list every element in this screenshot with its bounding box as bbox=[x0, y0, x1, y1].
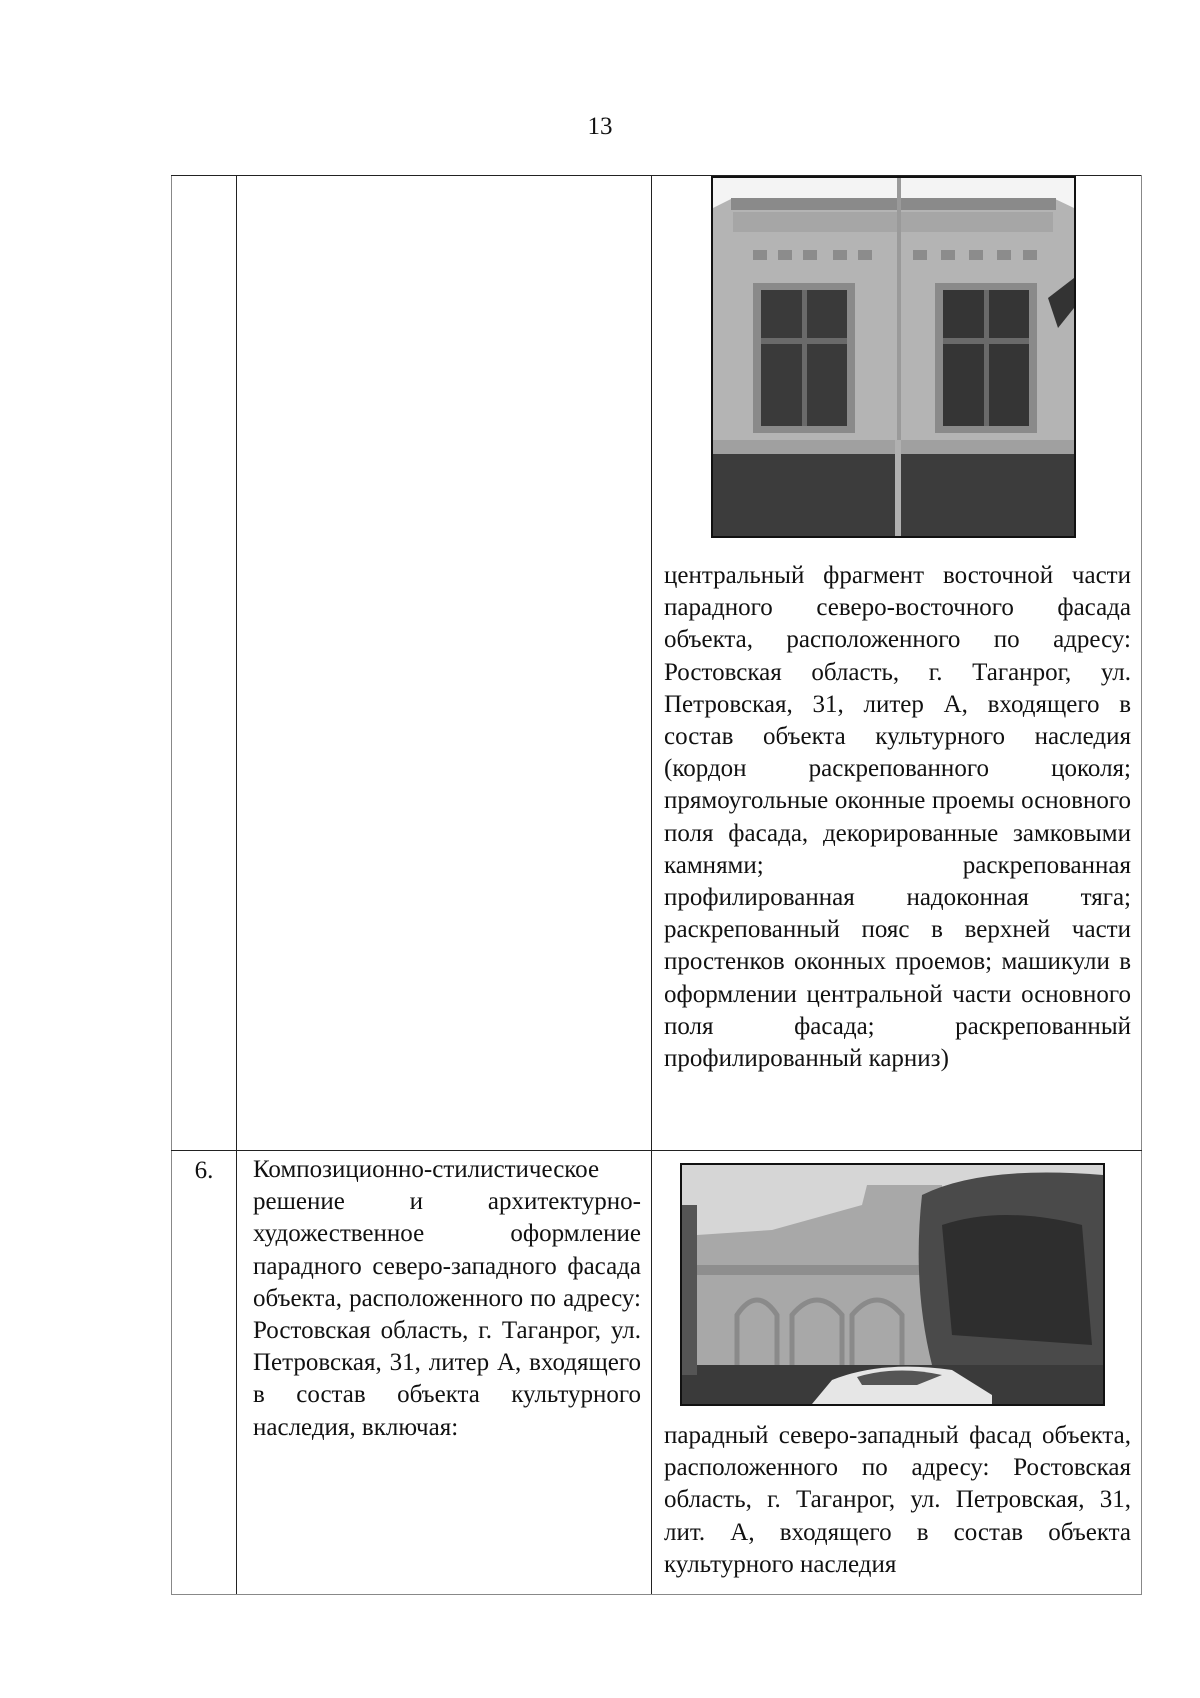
photo-caption: парадный северо-западный фасад объекта, расположенного по адресу: Ростовская область, г. Таганрог, ул. Петровская, 31, лит. А, входящего в состав объекта культурного наследия bbox=[664, 1422, 1131, 1578]
table-row bbox=[172, 1151, 1142, 1595]
row-description: Композиционно-стилистическое решение и архитектурно-художественное оформление парадного северо-западного фасада объекта, расположенного по адресу: Ростовская область, г. Таганрог, ул. Петровская, 31, литер А, входящего в состав объекта культурного наследия, включая: bbox=[253, 1156, 641, 1441]
row-number-cell bbox=[172, 1151, 237, 1595]
description-cell bbox=[237, 176, 652, 1151]
photo-cell bbox=[652, 176, 1142, 1151]
facade-photo-icon bbox=[680, 1163, 1105, 1406]
facade-photo-icon bbox=[711, 176, 1076, 538]
page-number: 13 bbox=[587, 113, 613, 140]
description-cell bbox=[237, 1151, 652, 1595]
photo-cell bbox=[652, 1151, 1142, 1595]
row-description bbox=[237, 176, 651, 179]
table-row bbox=[172, 176, 1142, 1151]
row-number-cell bbox=[172, 176, 237, 1151]
heritage-elements-table bbox=[171, 175, 1142, 1595]
row-number bbox=[172, 176, 236, 180]
row-number: 6. bbox=[194, 1157, 214, 1184]
photo-caption: центральный фрагмент восточной части парадного северо-восточного фасада объекта, расположенного по адресу: Ростовская область, г. Таганрог, ул. Петровская, 31, литер А, входящего в состав объекта культурного наследия (кордон раскрепованного цоколя; прямоугольные оконные проемы основного поля фасада, декорированные замковыми камнями; раскрепованная профилированная надоконная тяга; раскрепованный пояс в верхней части простенков оконных проемов; машикули в оформлении центральной части основного поля фасада; раскрепованный профилированный карниз) bbox=[664, 562, 1131, 1073]
